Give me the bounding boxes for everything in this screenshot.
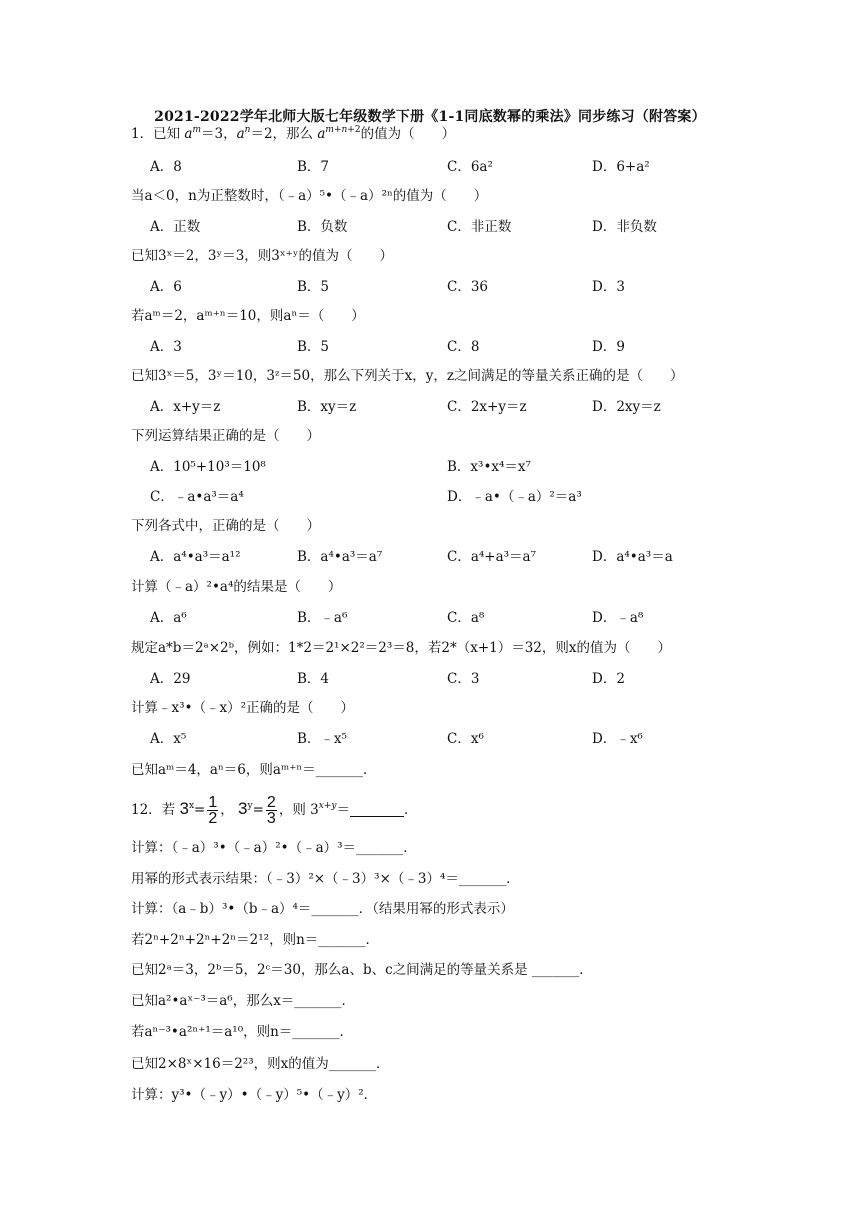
option-a: A．8: [150, 159, 182, 175]
option-d: D．6+a²: [592, 159, 650, 175]
question-4: 若aᵐ＝2，aᵐ⁺ⁿ＝10，则aⁿ＝（ ）: [131, 308, 365, 324]
option-c: C．a⁸: [447, 610, 485, 626]
options-q3: [0, 277, 860, 297]
option-c: C．6a²: [447, 159, 493, 175]
option-c: C．2x+y＝z: [447, 399, 527, 415]
question-19: 若aⁿ⁻³•a²ⁿ⁺¹＝a¹⁰，则n＝_______．: [131, 1024, 354, 1040]
option-a: A．x⁵: [150, 731, 187, 747]
option-c: C．﹣a•a³＝a⁴: [150, 489, 244, 505]
option-b: B．x³•x⁴＝x⁷: [447, 459, 531, 475]
option-c: C．8: [447, 339, 480, 355]
option-d: D．3: [592, 279, 625, 295]
question-17: 已知2ᵃ＝3，2ᵇ＝5，2ᶜ＝30，那么a、b、c之间满足的等量关系是 _______．: [131, 962, 593, 978]
question-18: 已知a²•aˣ⁻³＝a⁶，那么x＝_______．: [131, 993, 356, 1009]
option-d: D．2xy＝z: [592, 399, 661, 415]
options-q10: [0, 729, 860, 749]
options-q5: [0, 397, 860, 417]
question-7: 下列各式中，正确的是（ ）: [131, 518, 320, 534]
option-d: D．﹣x⁶: [592, 731, 643, 747]
option-c: C．x⁶: [447, 731, 484, 747]
option-a: A．3: [150, 339, 182, 355]
option-a: A．a⁶: [150, 610, 187, 626]
options-q8: [0, 608, 860, 628]
options-q1: [0, 157, 860, 177]
option-a: A．x+y＝z: [150, 399, 221, 415]
fraction-two-thirds: $\frac{2}{3}$: [266, 794, 276, 827]
question-10: 计算﹣x³•（﹣x）²正确的是（ ）: [131, 700, 355, 716]
option-b: B．﹣a⁶: [297, 610, 348, 626]
question-12: 12．若 $3^x=$ $\frac{1}{2}$ ， $3^y=$ $\frac{2}{3}$ ，则 $3^{x+y}=$ ．: [131, 794, 418, 827]
question-5: 已知3ˣ＝5，3ʸ＝10，3ᶻ＝50，那么下列关于x，y，z之间满足的等量关系正确的是（ ）: [131, 368, 684, 384]
option-c: C．36: [447, 279, 489, 295]
option-a: A．a⁴•a³＝a¹²: [150, 549, 241, 565]
option-d: D．﹣a⁸: [592, 610, 644, 626]
question-2: 当a＜0，n为正整数时，（﹣a）⁵•（﹣a）²ⁿ的值为（ ）: [131, 188, 488, 204]
answer-blank[interactable]: [350, 802, 404, 817]
option-b: B．xy＝z: [297, 399, 357, 415]
options-q6-row2: [0, 487, 860, 507]
option-c: C．3: [447, 671, 480, 687]
option-b: B．a⁴•a³＝a⁷: [297, 549, 383, 565]
option-d: D．﹣a•（﹣a）²＝a³: [447, 489, 582, 505]
option-a: A．10⁵+10³＝10⁸: [150, 459, 266, 475]
option-b: B．5: [297, 339, 330, 355]
options-q9: [0, 669, 860, 689]
options-q4: [0, 337, 860, 357]
question-20: 已知2×8ˣ×16＝2²³，则x的值为_______．: [131, 1056, 390, 1072]
option-c: C．a⁴+a³＝a⁷: [447, 549, 537, 565]
option-d: D．2: [592, 671, 625, 687]
question-9: 规定a*b＝2ᵃ×2ᵇ，例如：1*2＝2¹×2²＝2³＝8，若2*（x+1）＝32，则x的值为（ ）: [131, 640, 672, 656]
option-d: D．9: [592, 339, 625, 355]
page-title: 2021-2022学年北师大版七年级数学下册《1-1同底数幂的乘法》同步练习（附答案）: [154, 109, 706, 125]
option-d: D．非负数: [592, 219, 657, 235]
question-21: 计算：y³•（﹣y）•（﹣y）⁵•（﹣y）²．: [131, 1087, 378, 1103]
option-b: B．5: [297, 279, 330, 295]
option-a: A．29: [150, 671, 191, 687]
question-14: 用幂的形式表示结果：（﹣3）²×（﹣3）³×（﹣3）⁴＝_______．: [131, 871, 520, 887]
options-q2: [0, 217, 860, 237]
option-a: A．6: [150, 279, 182, 295]
question-15: 计算：（a﹣b）³•（b﹣a）⁴＝_______．（结果用幂的形式表示）: [131, 901, 514, 917]
option-a: A．正数: [150, 219, 201, 235]
options-q6-row1: [0, 457, 860, 477]
option-b: B．4: [297, 671, 330, 687]
option-b: B．7: [297, 159, 330, 175]
question-6: 下列运算结果正确的是（ ）: [131, 428, 320, 444]
option-d: D．a⁴•a³＝a: [592, 549, 673, 565]
question-13: 计算：（﹣a）³•（﹣a）²•（﹣a）³＝_______．: [131, 840, 417, 856]
option-b: B．﹣x⁵: [297, 731, 347, 747]
question-16: 若2ⁿ+2ⁿ+2ⁿ+2ⁿ＝2¹²，则n＝_______．: [131, 932, 380, 948]
option-b: B．负数: [297, 219, 348, 235]
question-8: 计算（﹣a）²•a⁴的结果是（ ）: [131, 579, 342, 595]
option-c: C．非正数: [447, 219, 512, 235]
question-3: 已知3ˣ＝2，3ʸ＝3，则3ˣ⁺ʸ的值为（ ）: [131, 248, 393, 264]
options-q7: [0, 547, 860, 567]
question-11: 已知aᵐ＝4，aⁿ＝6，则aᵐ⁺ⁿ＝_______．: [131, 762, 377, 778]
fraction-one-half: $\frac{1}{2}$: [208, 794, 218, 827]
question-1: 1．已知 $a^m=3$，$a^n=2$，那么 $a^{m+n+2}$的值为（ ）: [131, 125, 456, 142]
